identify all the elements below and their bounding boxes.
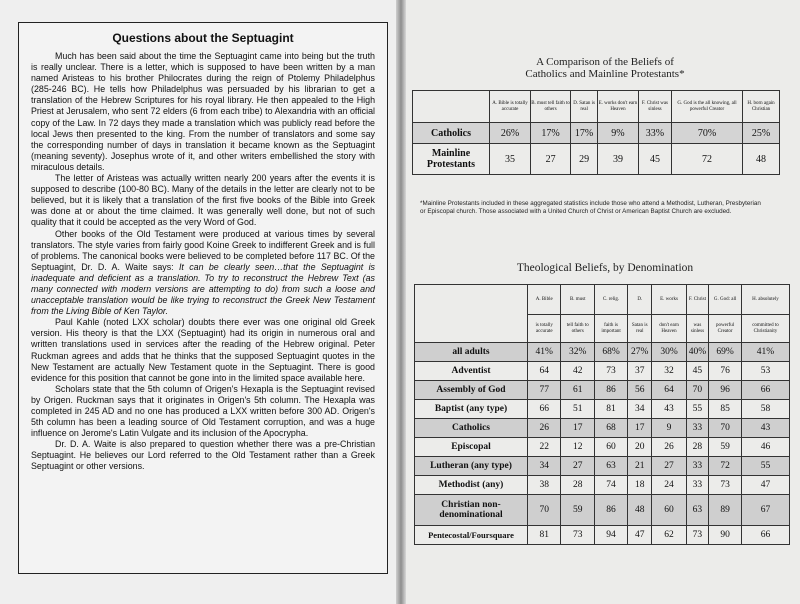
column-header: B. must: [561, 285, 595, 315]
cell: 86: [595, 495, 628, 526]
table-row: [415, 419, 790, 438]
column-header: E. works: [652, 285, 686, 315]
theological-title: Theological Beliefs, by Denomination: [516, 262, 694, 274]
cell: 81: [528, 526, 561, 545]
cell: 73: [561, 526, 595, 545]
cell: 17%: [530, 123, 570, 144]
column-header: D. Satan is real: [571, 91, 598, 123]
cell: 33: [686, 476, 709, 495]
cell: 32: [652, 362, 686, 381]
column-description: was sinless: [686, 315, 709, 343]
cell: 28: [686, 438, 709, 457]
cell: 51: [561, 400, 595, 419]
cell: 72: [709, 457, 742, 476]
cell: 76: [709, 362, 742, 381]
cell: 45: [686, 362, 709, 381]
waite-quote: It can be clearly seen…that the Septuagint is inadequate and deficient as a translation. To try to reconstruct the Hebrew Text (as many connected with modern versions are attempting to do) from such a loose and unacceptable translation would be like trying to reconstruct the Greek New Testament from the Living Bible of Ken Taylor.: [31, 261, 375, 317]
cell: 47: [741, 476, 789, 495]
cell: 32%: [561, 343, 595, 362]
column-description: Satan is real: [628, 315, 652, 343]
cell: 63: [595, 457, 628, 476]
cell: 59: [709, 438, 742, 457]
cell: 26: [652, 438, 686, 457]
column-header: C. relig.: [595, 285, 628, 315]
cell: 9%: [598, 123, 639, 144]
table-row: [415, 495, 790, 526]
cell: 58: [741, 400, 789, 419]
cell: 77: [528, 381, 561, 400]
row-label: Assembly of God: [415, 381, 528, 400]
cell: 46: [741, 438, 789, 457]
column-description: tell faith to others: [561, 315, 595, 343]
row-label: Christian non-denominational: [415, 495, 528, 526]
cell: 33: [686, 419, 709, 438]
cell: 66: [528, 400, 561, 419]
column-header: A. Bible is totally accurate: [490, 91, 531, 123]
paragraph: The letter of Aristeas was actually written nearly 200 years after the events it is supposed to describe (100-80 BC). Many of the details in the letter are clearly not to be believed, but it is likely that a translation of the first five books of the Bible into Greek was done at or about the time claimed. It was generally well done, but not of such quality that it could be accepted as the very Word of God.: [31, 173, 375, 228]
cell: 21: [628, 457, 652, 476]
cell: 26: [528, 419, 561, 438]
book-gutter: [396, 0, 406, 604]
cell: 96: [709, 381, 742, 400]
cell: 55: [741, 457, 789, 476]
column-description: don't earn Heaven: [652, 315, 686, 343]
column-header: G. God is the all knowing, all powerful Creator: [672, 91, 743, 123]
cell: 41%: [741, 343, 789, 362]
row-label: Baptist (any type): [415, 400, 528, 419]
cell: 17: [561, 419, 595, 438]
cell: 33: [686, 457, 709, 476]
right-page: [400, 0, 800, 604]
row-label: Lutheran (any type): [415, 457, 528, 476]
cell: 48: [743, 144, 780, 175]
cell: 20: [628, 438, 652, 457]
cell: 74: [595, 476, 628, 495]
cell: 45: [638, 144, 671, 175]
table-row: [415, 400, 790, 419]
column-header: G. God: all: [709, 285, 742, 315]
row-label: Adventist: [415, 362, 528, 381]
cell: 60: [595, 438, 628, 457]
cell: 72: [672, 144, 743, 175]
comparison-title: [440, 56, 770, 80]
cell: 18: [628, 476, 652, 495]
cell: 73: [595, 362, 628, 381]
cell: 47: [628, 526, 652, 545]
cell: 86: [595, 381, 628, 400]
cell: 73: [709, 476, 742, 495]
cell: 70: [709, 419, 742, 438]
cell: 24: [652, 476, 686, 495]
paragraph: Much has been said about the time the Septuagint came into being but the truth is really unclear. There is a letter, which is supposed to have been written by a man named Aristeas to his brother Philocrates during the reign of Ptolemy Philadelphus (285-246 BC). He tells how Philadelphus was persuaded by his librarian to get a translation of the Hebrew Scriptures for his royal library. He then appealed to the High Priest at Jerusalem, who sent 72 elders (6 from each tribe) to Alexandria with an official copy of the Law. In 72 days they made a translation which was publicly read before the local Jews then presented to the king. From the number of translators and some say the corresponding number of days in translation it became known as the Septuagint (meaning seventy). Josephus wrote of it, and other writers embellished the story with miraculous details.: [31, 51, 375, 172]
cell: 56: [628, 381, 652, 400]
cell: 73: [686, 526, 709, 545]
comparison-title-line: Catholics and Mainline Protestants*: [525, 68, 685, 80]
cell: 70: [686, 381, 709, 400]
row-label: Methodist (any): [415, 476, 528, 495]
comparison-table: [412, 90, 780, 175]
cell: 42: [561, 362, 595, 381]
table-row: [413, 144, 780, 175]
cell: 64: [652, 381, 686, 400]
paragraph: Scholars state that the 5th column of Origen's Hexapla is the Septuagint revised by Origen. Ruckman says that it originates in Origen's 5th column. The Hexapla was completed in 245 AD and no one has produced a LXX written before 300 AD. Origen's 5th column has been a leading source of Old Testament corruption, and was a huge influence on Jerome's Latin Vulgate and its inclusion of the Apocrypha.: [31, 383, 375, 439]
cell: 38: [528, 476, 561, 495]
row-label: Catholics: [415, 419, 528, 438]
cell: 66: [741, 526, 789, 545]
cell: 12: [561, 438, 595, 457]
cell: 68: [595, 419, 628, 438]
table-row: [415, 381, 790, 400]
cell: 48: [628, 495, 652, 526]
row-label: Mainline Protestants: [413, 144, 490, 175]
paragraph: [31, 229, 375, 318]
comparison-footnote: *Mainline Protestants included in these aggregated statistics include those who attend a Methodist, Lutheran, Presbyterian or Episcopal church. Those associated with a United Church of Christ or American Baptist Church are excluded.: [420, 200, 761, 215]
column-header: H. born again Christian: [743, 91, 780, 123]
cell: 39: [598, 144, 639, 175]
column-header: F. Christ: [686, 285, 709, 315]
cell: 89: [709, 495, 742, 526]
cell: 85: [709, 400, 742, 419]
cell: 25%: [743, 123, 780, 144]
table-row: [413, 123, 780, 144]
column-description: faith is important: [595, 315, 628, 343]
cell: 81: [595, 400, 628, 419]
cell: 17: [628, 419, 652, 438]
row-label: Episcopal: [415, 438, 528, 457]
table-row: [415, 438, 790, 457]
cell: 27%: [628, 343, 652, 362]
column-header: E. works don't earn Heaven: [598, 91, 639, 123]
table-row: [415, 457, 790, 476]
cell: 29: [571, 144, 598, 175]
table-row: [415, 343, 790, 362]
cell: 17%: [571, 123, 598, 144]
cell: 53: [741, 362, 789, 381]
septuagint-article: [18, 22, 388, 574]
cell: 70: [528, 495, 561, 526]
cell: 69%: [709, 343, 742, 362]
cell: 90: [709, 526, 742, 545]
cell: 40%: [686, 343, 709, 362]
cell: 66: [741, 381, 789, 400]
cell: 63: [686, 495, 709, 526]
theological-table: [414, 284, 790, 545]
row-label: Pentecostal/Foursquare: [415, 526, 528, 545]
cell: 70%: [672, 123, 743, 144]
cell: 59: [561, 495, 595, 526]
cell: 41%: [528, 343, 561, 362]
cell: 34: [528, 457, 561, 476]
cell: 26%: [490, 123, 531, 144]
cell: 35: [490, 144, 531, 175]
row-label: all adults: [415, 343, 528, 362]
cell: 61: [561, 381, 595, 400]
cell: 67: [741, 495, 789, 526]
paragraph-text: Other books of the Old Testament were produced at various times by several translators. The style varies from fairly good Koine Greek to indifferent Greek and is full of problems. The canonical books were believed to be completed before 117 BC. Of the Septuagint, Dr. D. A. Waite says:: [31, 228, 375, 272]
cell: 27: [530, 144, 570, 175]
cell: 27: [561, 457, 595, 476]
cell: 60: [652, 495, 686, 526]
column-description: committed to Christianity: [741, 315, 789, 343]
cell: 37: [628, 362, 652, 381]
corner-cell: [413, 91, 490, 123]
column-header: B. must tell faith to others: [530, 91, 570, 123]
column-header: H. absolutely: [741, 285, 789, 315]
cell: 43: [741, 419, 789, 438]
paragraph: Dr. D. A. Waite is also prepared to question whether there was a pre-Christian Septuagint. He believes our Lord referred to the Old Testament rather than a Greek Septuagint or other versions.: [31, 439, 375, 472]
column-header: F. Christ was sinless: [638, 91, 671, 123]
article-title: Questions about the Septuagint: [112, 31, 294, 45]
column-description: powerful Creator: [709, 315, 742, 343]
comparison-title-line: A Comparison of the Beliefs of: [536, 56, 674, 68]
cell: 33%: [638, 123, 671, 144]
cell: 43: [652, 400, 686, 419]
cell: 94: [595, 526, 628, 545]
article-body: [31, 51, 375, 473]
column-header: D.: [628, 285, 652, 315]
cell: 55: [686, 400, 709, 419]
cell: 22: [528, 438, 561, 457]
table-row: [415, 476, 790, 495]
cell: 34: [628, 400, 652, 419]
paragraph: Paul Kahle (noted LXX scholar) doubts there ever was one original old Greek version. His theory is that the LXX (Septuagint) had its origin in numerous oral and written translations used in services after the reading of the Hebrew original. Peter Ruckman agrees and adds that he thinks that the supposed Septuagint quotes in the New Testament are actually New Testament quote in the Septuagint. There is good evidence for this position that cannot be gone into in the limited space available here.: [31, 317, 375, 383]
cell: 27: [652, 457, 686, 476]
cell: 30%: [652, 343, 686, 362]
column-header: A. Bible: [528, 285, 561, 315]
cell: 64: [528, 362, 561, 381]
cell: 68%: [595, 343, 628, 362]
cell: 9: [652, 419, 686, 438]
column-description: is totally accurate: [528, 315, 561, 343]
cell: 62: [652, 526, 686, 545]
cell: 28: [561, 476, 595, 495]
table-row: [415, 362, 790, 381]
corner-cell: [415, 285, 528, 343]
table-row: [415, 526, 790, 545]
row-label: Catholics: [413, 123, 490, 144]
